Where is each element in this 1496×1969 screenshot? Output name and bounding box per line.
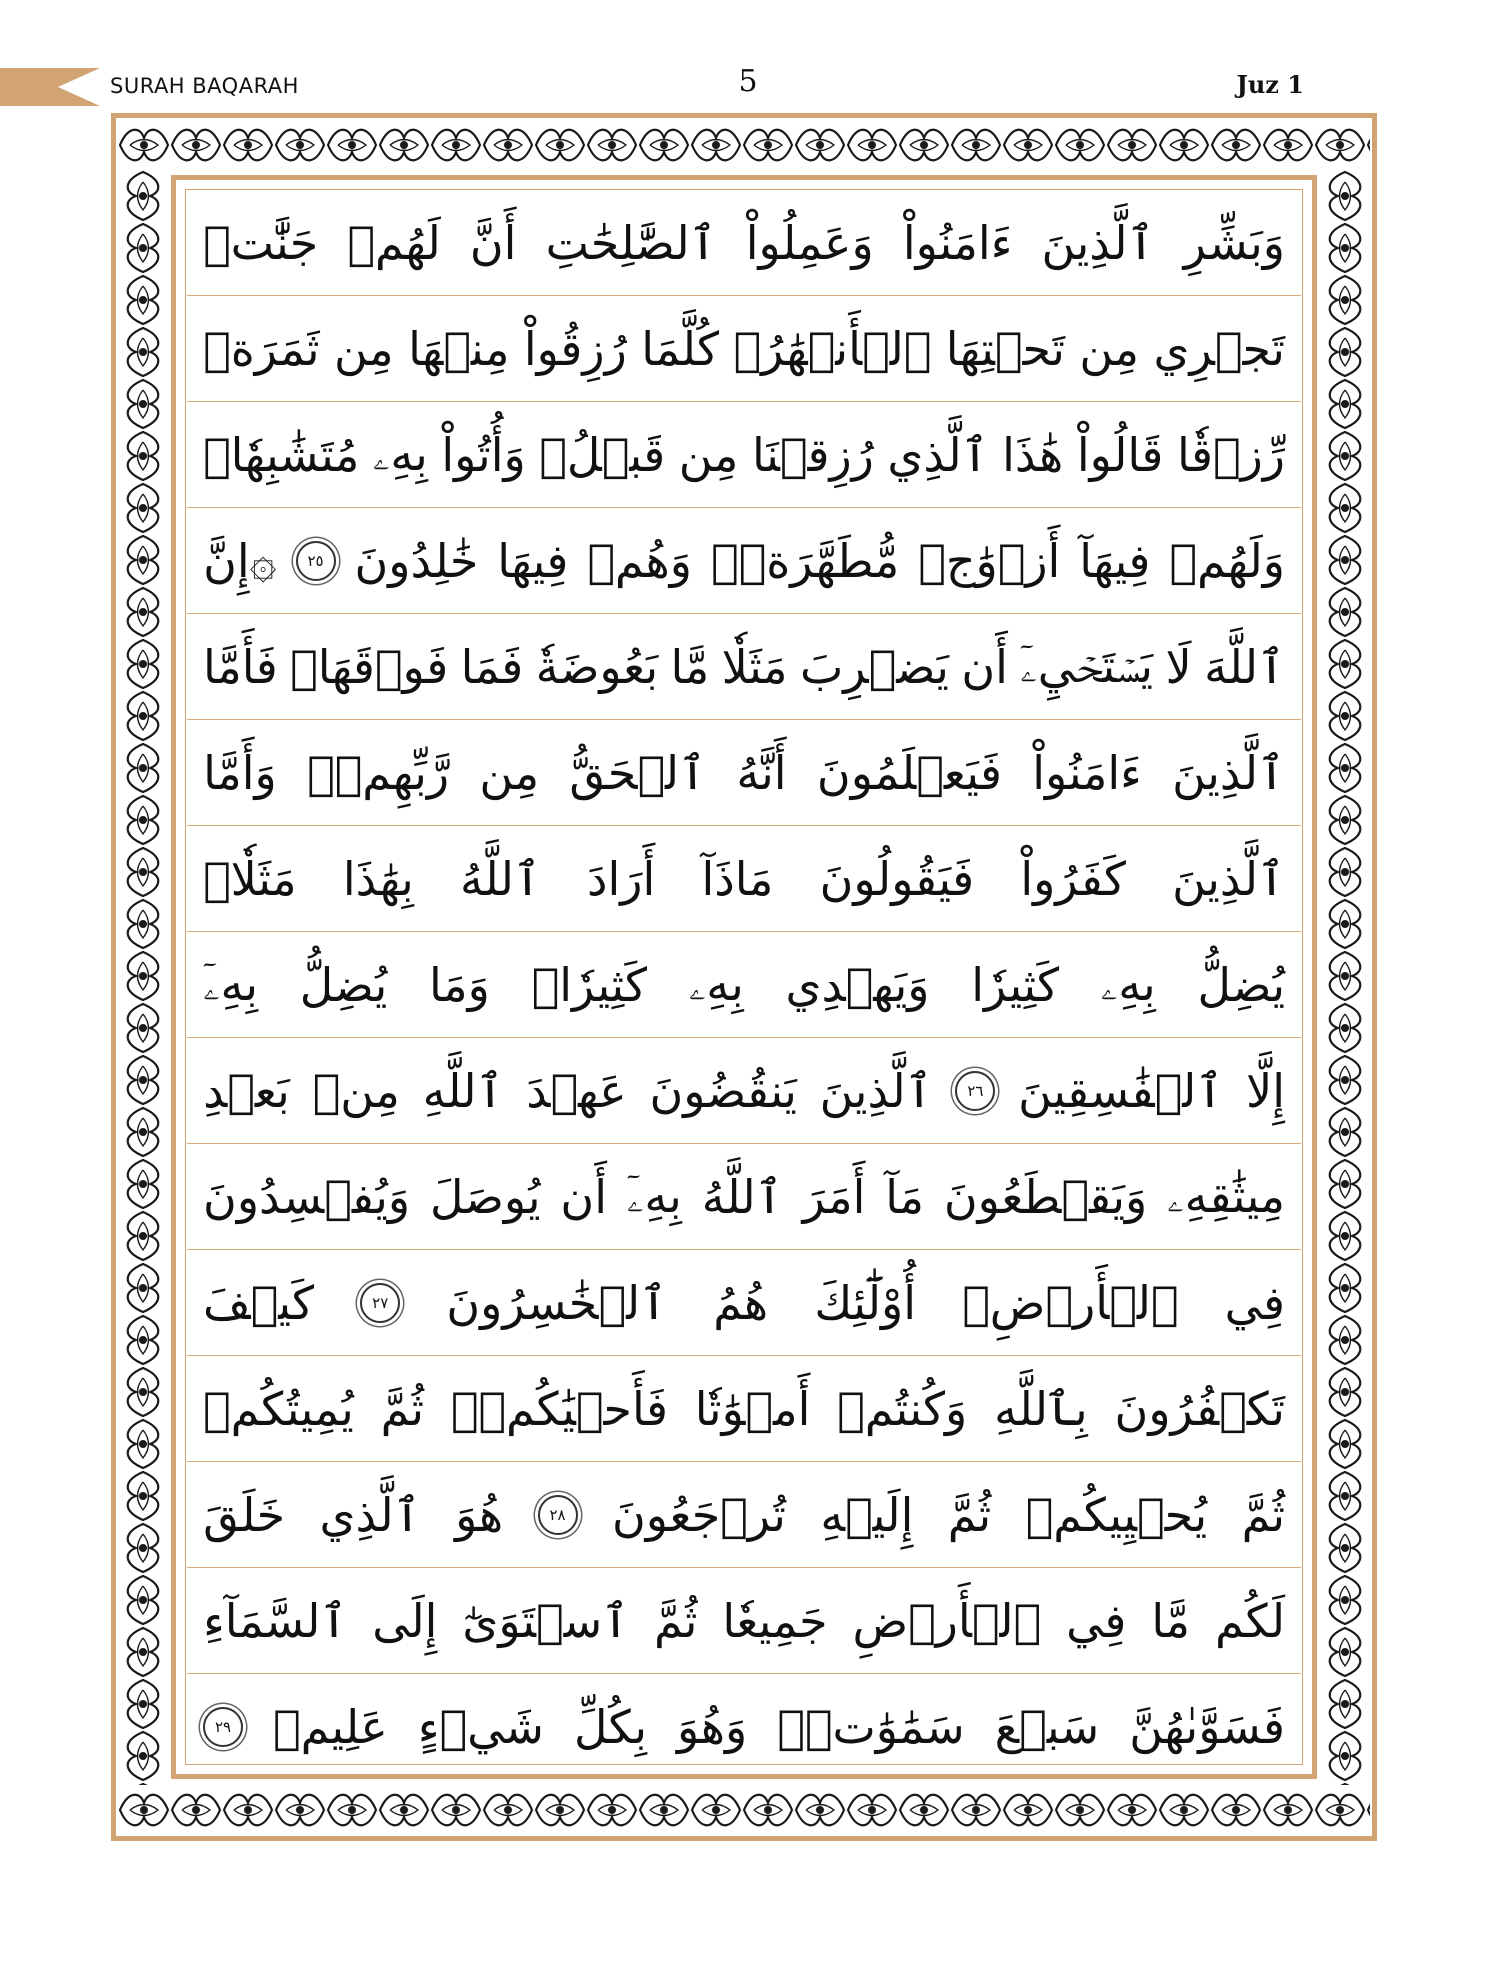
arabic-word: بِٱللَّهِ bbox=[994, 1381, 1088, 1436]
ayah-number-marker: ٢٧ bbox=[360, 1283, 400, 1323]
arabic-word: مُّطَهَّرَةٞۖ bbox=[710, 533, 900, 588]
arabic-word: أَنَّ bbox=[469, 215, 517, 270]
arabic-word: إِلَى bbox=[372, 1593, 438, 1648]
arabic-word: فَأَمَّا bbox=[203, 639, 278, 694]
arabic-word: مَآ bbox=[885, 1169, 924, 1224]
text-line bbox=[187, 1674, 1301, 1780]
arabic-word: بِهِۦٓ bbox=[203, 956, 259, 1011]
arabic-word: جَنَّٰتٖ bbox=[203, 215, 319, 270]
arabic-word: يُضِلُّ bbox=[299, 957, 388, 1012]
arabic-word: ثُمَّ bbox=[947, 1487, 992, 1542]
arabic-word: ٱلَّذِينَ bbox=[819, 1063, 933, 1118]
arabic-word: عَلِيمٞ bbox=[273, 1700, 388, 1754]
arabic-word: ٱللَّهِ bbox=[422, 1063, 504, 1118]
text-line bbox=[187, 1144, 1301, 1250]
arabic-word: كَيۡفَ bbox=[203, 1275, 315, 1330]
arabic-word: فِيهَآ bbox=[1079, 533, 1151, 588]
arabic-word: تَجۡرِي bbox=[1153, 321, 1285, 376]
arabic-word: ٱلۡفَٰسِقِينَ bbox=[1018, 1063, 1224, 1118]
arabic-word: ٱلۡخَٰسِرُونَ bbox=[446, 1275, 668, 1330]
arabic-word: رَّبِّهِمۡۖ bbox=[307, 745, 450, 800]
arabic-word: تَكۡفُرُونَ bbox=[1114, 1381, 1285, 1436]
arabic-word: لَكُم bbox=[1214, 1593, 1285, 1648]
arabic-word: مَثَلٗاۘ bbox=[203, 851, 297, 906]
text-line bbox=[187, 1250, 1301, 1356]
ornament-bottom-band bbox=[118, 1785, 1370, 1835]
arabic-word: سَمَٰوَٰتٖۚ bbox=[777, 1700, 965, 1754]
arabic-word: كَفَرُواْ bbox=[1020, 851, 1126, 906]
arabic-word: يَنقُضُونَ bbox=[649, 1063, 797, 1118]
arabic-word: قَبۡلُۖ bbox=[539, 427, 666, 482]
arabic-word: فِي bbox=[1066, 1593, 1127, 1648]
arabic-word: وَبَشِّرِ bbox=[1183, 215, 1285, 270]
arabic-word: كَثِيرٗا bbox=[971, 957, 1060, 1012]
arabic-word: لَا bbox=[1165, 639, 1192, 694]
arabic-word: أَن bbox=[961, 639, 1008, 694]
arabic-word: ٱلسَّمَآءِ bbox=[203, 1593, 348, 1648]
arabic-word: مَثَلٗا bbox=[721, 639, 788, 694]
arabic-word: مَّا bbox=[1151, 1593, 1191, 1648]
text-line bbox=[187, 190, 1301, 296]
arabic-word: فَيَقُولُونَ bbox=[819, 851, 975, 906]
arabic-word: ٱلۡأَرۡضِ bbox=[852, 1593, 1042, 1648]
arabic-word: رُزِقۡنَا bbox=[751, 427, 874, 482]
arabic-word: ثُمَّ bbox=[654, 1593, 698, 1648]
arabic-word: أَمۡوَٰتٗا bbox=[694, 1381, 811, 1436]
arabic-word: أُوْلَٰٓئِكَ bbox=[814, 1275, 916, 1330]
text-line bbox=[187, 402, 1301, 508]
arabic-word: يَضۡرِبَ bbox=[799, 639, 949, 694]
text-line bbox=[187, 932, 1301, 1038]
arabic-word: بِهِۦ bbox=[688, 956, 744, 1011]
arabic-word: ثُمَّ bbox=[380, 1381, 425, 1436]
arabic-word: فَوۡقَهَاۚ bbox=[290, 639, 449, 694]
arabic-word: إِلَيۡهِ bbox=[820, 1487, 914, 1542]
arabic-word: أَن bbox=[560, 1169, 607, 1224]
arabic-word: فَسَوَّىٰهُنَّ bbox=[1129, 1700, 1285, 1754]
ornament-right-band bbox=[1320, 170, 1370, 1785]
text-line bbox=[187, 296, 1301, 402]
arabic-word: ۞إِنَّ bbox=[203, 533, 277, 588]
arabic-word: أَرَادَ bbox=[587, 851, 656, 906]
arabic-word: ٱلَّذِي bbox=[319, 1487, 421, 1542]
surah-name: SURAH BAQARAH bbox=[110, 74, 299, 98]
arabic-word: سَبۡعَ bbox=[994, 1700, 1100, 1754]
arabic-word: وَأَمَّا bbox=[203, 745, 277, 800]
arabic-word: مِيثَٰقِهِۦ bbox=[1167, 1168, 1285, 1223]
arabic-word: إِلَّا bbox=[1245, 1063, 1285, 1118]
arabic-word: مِن bbox=[678, 427, 739, 482]
arabic-word: ثَمَرَةٖ bbox=[203, 321, 320, 376]
arabic-word: مِنۡهَا bbox=[408, 321, 510, 376]
arabic-word: هُمُ bbox=[713, 1275, 769, 1330]
arabic-word: مَّا bbox=[670, 639, 710, 694]
arabic-word: وَمَا bbox=[429, 957, 490, 1012]
arabic-word: ءَامَنُواْ bbox=[902, 215, 1013, 270]
arabic-word: بَعۡدِ bbox=[203, 1063, 290, 1118]
arabic-word: وَأُتُواْ bbox=[441, 427, 526, 482]
arabic-word: مِن bbox=[479, 745, 540, 800]
arabic-word: يُحۡيِيكُمۡ bbox=[1025, 1487, 1208, 1542]
arabic-word: كَثِيرٗاۚ bbox=[531, 957, 648, 1012]
arabic-word: أَنَّهُ bbox=[736, 745, 787, 800]
arabic-word: يُمِيتُكُمۡ bbox=[203, 1381, 354, 1436]
arabic-word: هَٰذَا bbox=[1002, 427, 1064, 482]
arabic-word: يَسۡتَحۡيِۦٓ bbox=[1020, 638, 1154, 693]
arabic-word: وَيَهۡدِي bbox=[785, 957, 930, 1012]
arabic-word: وَهُوَ bbox=[677, 1700, 748, 1754]
arabic-word: تَحۡتِهَا bbox=[945, 321, 1065, 376]
arabic-word: أَزۡوَٰجٞ bbox=[918, 533, 1061, 588]
arabic-word: مُتَشَٰبِهٗاۖ bbox=[203, 427, 360, 482]
arabic-word: وَيُفۡسِدُونَ bbox=[203, 1169, 411, 1224]
arabic-word: رُزِقُواْ bbox=[523, 321, 627, 376]
arabic-word: فَيَعۡلَمُونَ bbox=[816, 745, 1002, 800]
arabic-word: شَيۡءٍ bbox=[417, 1700, 544, 1754]
arabic-word: ٱلَّذِينَ bbox=[1041, 215, 1155, 270]
text-line bbox=[187, 1038, 1301, 1144]
arabic-word: بِهَٰذَا bbox=[342, 851, 414, 906]
arabic-word: بِهِۦ bbox=[1100, 956, 1156, 1011]
arabic-word: وَلَهُمۡ bbox=[1169, 533, 1285, 588]
ayah-number-marker: ٢٦ bbox=[955, 1071, 995, 1111]
arabic-word: كُلَّمَا bbox=[641, 321, 720, 376]
arabic-word: مِن bbox=[1079, 321, 1140, 376]
ornament-top-band bbox=[118, 120, 1370, 170]
arabic-word: ٱلۡأَرۡضِۚ bbox=[962, 1275, 1179, 1330]
arabic-word: بَعُوضَةٗ bbox=[535, 639, 659, 694]
arabic-word: خَلَقَ bbox=[203, 1487, 286, 1542]
arabic-word: ٱلَّذِي bbox=[887, 427, 989, 482]
arabic-word: خَٰلِدُونَ bbox=[354, 533, 479, 588]
quran-text-area bbox=[187, 190, 1301, 1780]
arabic-word: فِيهَا bbox=[497, 533, 569, 588]
arabic-word: ءَامَنُواْ bbox=[1032, 745, 1142, 800]
arabic-word: مِن bbox=[334, 321, 394, 376]
arabic-word: قَالُواْ bbox=[1076, 427, 1164, 482]
arabic-word: وَيَقۡطَعُونَ bbox=[943, 1169, 1148, 1224]
arabic-word: وَعَمِلُواْ bbox=[745, 215, 874, 270]
arabic-word: ثُمَّ bbox=[1241, 1487, 1285, 1542]
arabic-word: ٱلَّذِينَ bbox=[1172, 745, 1285, 800]
ayah-number-marker: ٢٨ bbox=[538, 1495, 578, 1535]
ayah-number-marker: ٢٥ bbox=[296, 541, 336, 581]
ornament-left-band bbox=[118, 170, 168, 1785]
text-line bbox=[187, 1568, 1301, 1674]
text-line bbox=[187, 614, 1301, 720]
arabic-word: ٱسۡتَوَىٰٓ bbox=[462, 1593, 630, 1648]
arabic-word: بِكُلِّ bbox=[573, 1700, 647, 1754]
text-line bbox=[187, 508, 1301, 614]
arabic-word: ٱللَّهُ bbox=[459, 851, 541, 906]
arabic-word: هُوَ bbox=[455, 1487, 504, 1542]
arabic-word: فِي bbox=[1224, 1275, 1285, 1330]
arabic-word: وَكُنتُمۡ bbox=[837, 1381, 968, 1436]
arabic-word: تُرۡجَعُونَ bbox=[612, 1487, 786, 1542]
arabic-word: عَهۡدَ bbox=[526, 1063, 627, 1118]
arabic-word: مِنۢ bbox=[312, 1063, 400, 1118]
arabic-word: بِهِۦٓ bbox=[626, 1168, 682, 1223]
arabic-word: يُوصَلَ bbox=[430, 1169, 541, 1224]
arabic-word: رِّزۡقٗا bbox=[1176, 427, 1285, 482]
arabic-word: مَاذَآ bbox=[701, 851, 774, 906]
arabic-word: ٱللَّهَ bbox=[1204, 639, 1285, 694]
arabic-word: فَأَحۡيَٰكُمۡۖ bbox=[450, 1381, 668, 1436]
arabic-word: ٱلَّذِينَ bbox=[1172, 851, 1285, 906]
juz-label: Juz 1 bbox=[1236, 70, 1304, 99]
arabic-word: ٱلصَّٰلِحَٰتِ bbox=[545, 215, 717, 270]
arabic-word: يُضِلُّ bbox=[1197, 957, 1285, 1012]
text-line bbox=[187, 826, 1301, 932]
arabic-word: جَمِيعٗا bbox=[722, 1593, 828, 1648]
page-number: 5 bbox=[738, 64, 758, 99]
arabic-word: فَمَا bbox=[460, 639, 524, 694]
arabic-word: ٱللَّهُ bbox=[701, 1169, 783, 1224]
arabic-word: وَهُمۡ bbox=[587, 533, 693, 588]
text-line bbox=[187, 1356, 1301, 1462]
text-line bbox=[187, 720, 1301, 826]
arabic-word: بِهِۦ bbox=[372, 426, 428, 481]
arabic-word: لَهُمۡ bbox=[347, 215, 441, 270]
ayah-number-marker: ٢٩ bbox=[203, 1707, 243, 1747]
arabic-word: ٱلۡحَقُّ bbox=[569, 745, 707, 800]
arabic-word: أَمَرَ bbox=[802, 1169, 866, 1224]
text-line bbox=[187, 1462, 1301, 1568]
arabic-word: ٱلۡأَنۡهَٰرُۖ bbox=[733, 321, 932, 376]
